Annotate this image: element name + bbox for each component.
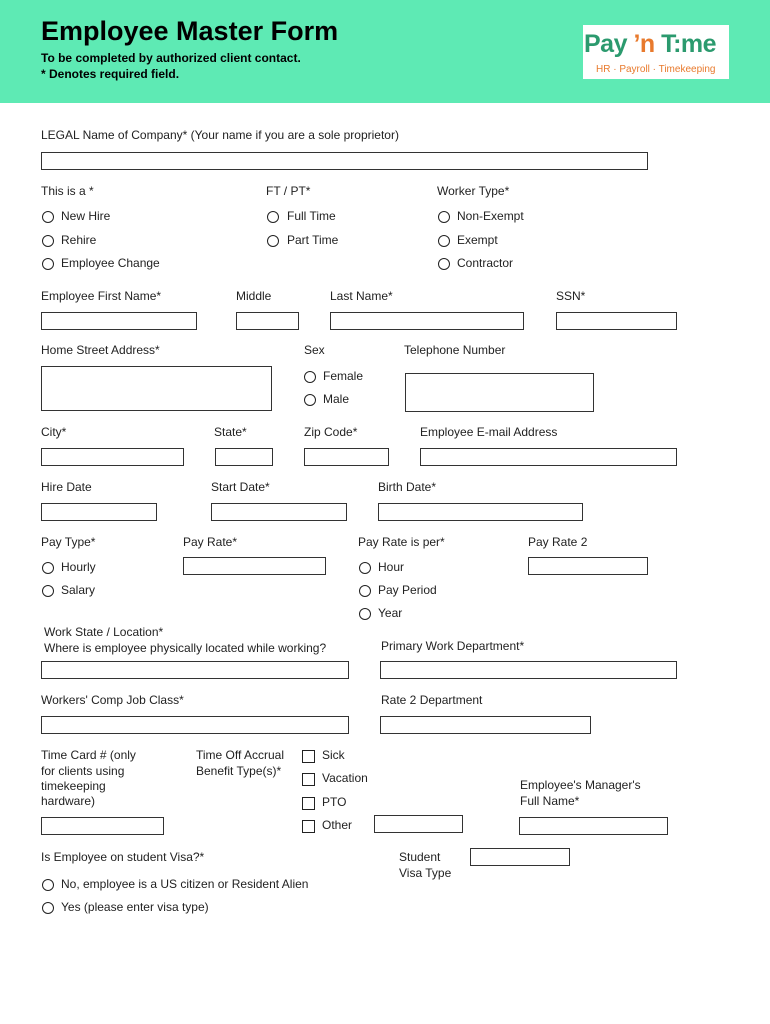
start-date-field[interactable] bbox=[211, 503, 347, 521]
visa-yes-label: Yes (please enter visa type) bbox=[61, 900, 209, 914]
male-radio[interactable] bbox=[304, 394, 316, 406]
ssn-label: SSN* bbox=[556, 289, 586, 303]
rehire-radio[interactable] bbox=[42, 235, 54, 247]
salary-label: Salary bbox=[61, 583, 96, 597]
pay-period-label: Pay Period bbox=[378, 583, 437, 597]
rate-2-dept-label: Rate 2 Department bbox=[381, 693, 483, 707]
pay-period-radio[interactable] bbox=[359, 585, 371, 597]
visa-yes-radio[interactable] bbox=[42, 902, 54, 914]
telephone-field[interactable] bbox=[405, 373, 594, 412]
zip-label: Zip Code* bbox=[304, 425, 358, 439]
sick-label: Sick bbox=[322, 748, 345, 762]
hire-date-label: Hire Date bbox=[41, 480, 92, 494]
other-checkbox[interactable] bbox=[302, 820, 315, 833]
this-is-a-label: This is a * bbox=[41, 184, 94, 198]
accrual-label-line2: Benefit Type(s)* bbox=[196, 764, 282, 778]
company-name-label: LEGAL Name of Company* (Your name if you are a sole proprietor) bbox=[41, 128, 399, 142]
female-label: Female bbox=[323, 369, 364, 383]
hire-date-field[interactable] bbox=[41, 503, 157, 521]
contractor-radio[interactable] bbox=[438, 258, 450, 270]
company-name-field[interactable] bbox=[41, 152, 648, 170]
visa-no-label: No, employee is a US citizen or Resident Alien bbox=[61, 877, 309, 891]
hour-radio[interactable] bbox=[359, 562, 371, 574]
street-address-field[interactable] bbox=[41, 366, 272, 411]
form-title: Employee Master Form bbox=[41, 16, 339, 46]
logo-word-n: ’n bbox=[633, 30, 655, 58]
work-state-sublabel: Where is employee physically located while working? bbox=[44, 641, 327, 655]
part-time-radio[interactable] bbox=[267, 235, 279, 247]
rate-2-dept-field[interactable] bbox=[380, 716, 591, 734]
primary-dept-label: Primary Work Department* bbox=[381, 639, 525, 653]
time-card-label-line3: timekeeping bbox=[41, 779, 106, 793]
city-label: City* bbox=[41, 425, 67, 439]
work-state-label: Work State / Location* bbox=[44, 625, 164, 639]
logo-word-pay: Pay bbox=[584, 30, 627, 58]
workers-comp-field[interactable] bbox=[41, 716, 349, 734]
city-field[interactable] bbox=[41, 448, 184, 466]
hour-label: Hour bbox=[378, 560, 405, 574]
state-field[interactable] bbox=[215, 448, 273, 466]
year-label: Year bbox=[378, 606, 403, 620]
manager-label-line1: Employee's Manager's bbox=[520, 778, 641, 792]
visa-type-label-line2: Visa Type bbox=[399, 866, 452, 880]
primary-dept-field[interactable] bbox=[380, 661, 677, 679]
pay-rate-per-label: Pay Rate is per* bbox=[358, 535, 445, 549]
logo-word-time: T:me bbox=[661, 30, 717, 58]
non-exempt-label: Non-Exempt bbox=[457, 209, 524, 223]
employee-change-radio[interactable] bbox=[42, 258, 54, 270]
middle-name-label: Middle bbox=[236, 289, 272, 303]
first-name-label: Employee First Name* bbox=[41, 289, 162, 303]
manager-label-line2: Full Name* bbox=[520, 794, 580, 808]
last-name-label: Last Name* bbox=[330, 289, 393, 303]
other-accrual-field[interactable] bbox=[374, 815, 463, 833]
accrual-label-line1: Time Off Accrual bbox=[196, 748, 285, 762]
time-card-field[interactable] bbox=[41, 817, 164, 835]
visa-type-field[interactable] bbox=[470, 848, 570, 866]
rehire-label: Rehire bbox=[61, 233, 97, 247]
last-name-field[interactable] bbox=[330, 312, 524, 330]
form-subtitle-required: * Denotes required field. bbox=[41, 67, 180, 81]
pto-label: PTO bbox=[322, 795, 347, 809]
pay-rate-field[interactable] bbox=[183, 557, 326, 575]
visa-type-label-line1: Student bbox=[399, 850, 441, 864]
sick-checkbox[interactable] bbox=[302, 750, 315, 763]
non-exempt-radio[interactable] bbox=[438, 211, 450, 223]
contractor-label: Contractor bbox=[457, 256, 514, 270]
pto-checkbox[interactable] bbox=[302, 797, 315, 810]
new-hire-radio[interactable] bbox=[42, 211, 54, 223]
zip-field[interactable] bbox=[304, 448, 389, 466]
form-header bbox=[0, 0, 770, 103]
time-card-label-line4: hardware) bbox=[41, 794, 96, 808]
pay-rate-2-field[interactable] bbox=[528, 557, 648, 575]
email-field[interactable] bbox=[420, 448, 677, 466]
street-address-label: Home Street Address* bbox=[41, 343, 160, 357]
male-label: Male bbox=[323, 392, 350, 406]
salary-radio[interactable] bbox=[42, 585, 54, 597]
student-visa-label: Is Employee on student Visa?* bbox=[41, 850, 205, 864]
state-label: State* bbox=[214, 425, 247, 439]
part-time-label: Part Time bbox=[287, 233, 339, 247]
exempt-radio[interactable] bbox=[438, 235, 450, 247]
hourly-label: Hourly bbox=[61, 560, 96, 574]
sex-label: Sex bbox=[304, 343, 325, 357]
exempt-label: Exempt bbox=[457, 233, 498, 247]
logo-wordmark bbox=[584, 30, 716, 59]
visa-no-radio[interactable] bbox=[42, 879, 54, 891]
hourly-radio[interactable] bbox=[42, 562, 54, 574]
start-date-label: Start Date* bbox=[211, 480, 270, 494]
year-radio[interactable] bbox=[359, 608, 371, 620]
email-label: Employee E-mail Address bbox=[420, 425, 558, 439]
full-time-label: Full Time bbox=[287, 209, 336, 223]
workers-comp-label: Workers' Comp Job Class* bbox=[41, 693, 184, 707]
vacation-checkbox[interactable] bbox=[302, 773, 315, 786]
logo-tagline: HR · Payroll · Timekeeping bbox=[596, 64, 716, 75]
female-radio[interactable] bbox=[304, 371, 316, 383]
new-hire-label: New Hire bbox=[61, 209, 111, 223]
vacation-label: Vacation bbox=[322, 771, 368, 785]
work-state-field[interactable] bbox=[41, 661, 349, 679]
pay-rate-2-label: Pay Rate 2 bbox=[528, 535, 588, 549]
ssn-field[interactable] bbox=[556, 312, 677, 330]
birth-date-label: Birth Date* bbox=[378, 480, 437, 494]
pay-rate-label: Pay Rate* bbox=[183, 535, 238, 549]
time-card-label-line2: for clients using bbox=[41, 764, 125, 778]
telephone-label: Telephone Number bbox=[404, 343, 506, 357]
first-name-field[interactable] bbox=[41, 312, 197, 330]
payntime-logo bbox=[583, 25, 729, 79]
employee-change-label: Employee Change bbox=[61, 256, 160, 270]
ft-pt-label: FT / PT* bbox=[266, 184, 311, 198]
other-label: Other bbox=[322, 818, 353, 832]
full-time-radio[interactable] bbox=[267, 211, 279, 223]
pay-type-label: Pay Type* bbox=[41, 535, 96, 549]
form-subtitle-authorized: To be completed by authorized client contact. bbox=[41, 51, 301, 65]
birth-date-field[interactable] bbox=[378, 503, 583, 521]
manager-name-field[interactable] bbox=[519, 817, 668, 835]
worker-type-label: Worker Type* bbox=[437, 184, 510, 198]
middle-name-field[interactable] bbox=[236, 312, 299, 330]
time-card-label-line1: Time Card # (only bbox=[41, 748, 136, 762]
